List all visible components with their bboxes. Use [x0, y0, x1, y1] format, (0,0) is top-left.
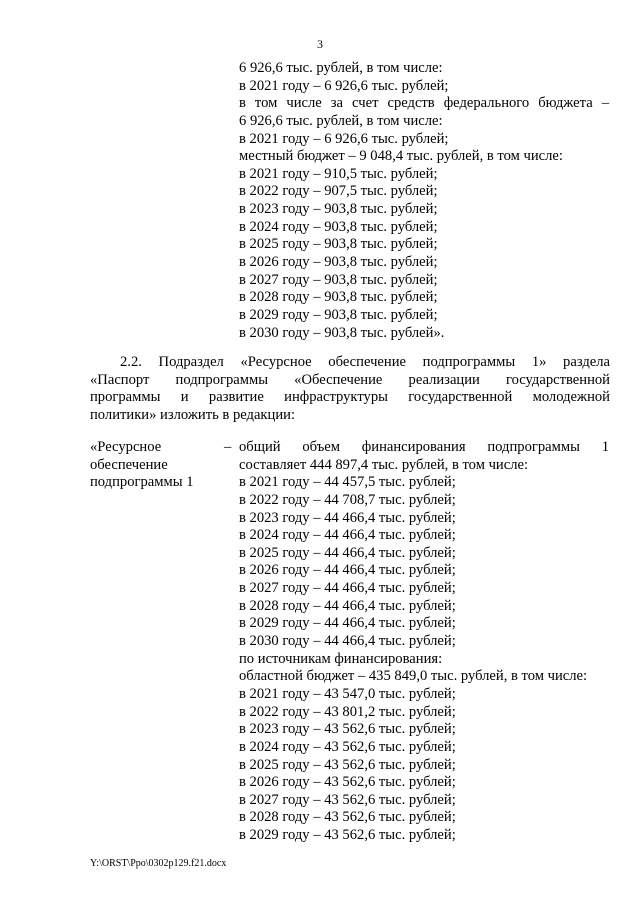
text-line: в 2022 году – 907,5 тыс. рублей;	[239, 183, 438, 200]
paragraph-line: политики» изложить в редакции:	[90, 406, 296, 423]
text-line: в 2023 году – 43 562,6 тыс. рублей;	[239, 721, 456, 738]
text-line: в 2029 году – 44 466,4 тыс. рублей;	[239, 615, 456, 632]
text-line: областной бюджет – 435 849,0 тыс. рублей, в том числе:	[239, 668, 588, 685]
label-line: подпрограммы 1	[90, 474, 194, 491]
amendment-paragraph	[90, 354, 610, 425]
text-line: в 2026 году – 44 466,4 тыс. рублей;	[239, 562, 456, 579]
text-line: в 2022 году – 44 708,7 тыс. рублей;	[239, 491, 456, 508]
text-line: в 2022 году – 43 801,2 тыс. рублей;	[239, 703, 456, 720]
text-line: в 2024 году – 44 466,4 тыс. рублей;	[239, 527, 456, 544]
paragraph-line: «Паспорт подпрограммы «Обеспечение реализации государственной	[90, 371, 610, 388]
file-path-footer: Y:\ORST\Ppo\0302p129.f21.docx	[90, 858, 227, 869]
text-line: в 2027 году – 44 466,4 тыс. рублей;	[239, 580, 456, 597]
text-line: общий объем финансирования подпрограммы 1	[239, 439, 609, 455]
text-line: в том числе за счет средств федерального бюджета –	[239, 95, 609, 112]
text-line: в 2025 году – 903,8 тыс. рублей;	[239, 236, 438, 253]
text-line: в 2023 году – 903,8 тыс. рублей;	[239, 201, 438, 218]
text-line: 6 926,6 тыс. рублей, в том числе:	[239, 112, 443, 129]
text-line: в 2025 году – 43 562,6 тыс. рублей;	[239, 756, 456, 773]
paragraph-line: программы и развитие инфраструктуры государственной молодежной	[90, 389, 610, 406]
paragraph-line: 2.2. Подраздел «Ресурсное обеспечение подпрограммы 1» раздела	[120, 354, 610, 370]
text-line: в 2028 году – 44 466,4 тыс. рублей;	[239, 597, 456, 614]
text-line: в 2023 году – 44 466,4 тыс. рублей;	[239, 509, 456, 526]
text-line: в 2027 году – 43 562,6 тыс. рублей;	[239, 791, 456, 808]
text-line: 6 926,6 тыс. рублей, в том числе:	[239, 60, 443, 76]
text-line: в 2029 году – 43 562,6 тыс. рублей;	[239, 827, 456, 844]
text-line: в 2030 году – 44 466,4 тыс. рублей;	[239, 633, 456, 650]
text-line: в 2021 году – 43 547,0 тыс. рублей;	[239, 685, 456, 702]
text-line: в 2030 году – 903,8 тыс. рублей».	[239, 324, 445, 341]
text-line: в 2024 году – 903,8 тыс. рублей;	[239, 218, 438, 235]
text-line: в 2029 году – 903,8 тыс. рублей;	[239, 306, 438, 323]
text-line: составляет 444 897,4 тыс. рублей, в том числе:	[239, 456, 529, 473]
text-line: в 2021 году – 910,5 тыс. рублей;	[239, 165, 438, 182]
text-line: в 2027 году – 903,8 тыс. рублей;	[239, 271, 438, 288]
text-line: в 2021 году – 6 926,6 тыс. рублей;	[239, 130, 449, 147]
funding-block-bottom	[239, 439, 609, 845]
label-line: обеспечение	[90, 456, 168, 473]
text-line: в 2021 году – 44 457,5 тыс. рублей;	[239, 474, 456, 491]
text-line: в 2021 году – 6 926,6 тыс. рублей;	[239, 77, 449, 94]
resource-label	[90, 439, 225, 492]
text-line: местный бюджет – 9 048,4 тыс. рублей, в том числе:	[239, 148, 563, 165]
text-line: в 2028 году – 903,8 тыс. рублей;	[239, 289, 438, 306]
text-line: в 2024 году – 43 562,6 тыс. рублей;	[239, 738, 456, 755]
text-line: в 2025 году – 44 466,4 тыс. рублей;	[239, 544, 456, 561]
text-line: в 2026 году – 903,8 тыс. рублей;	[239, 254, 438, 271]
page-number: 3	[317, 37, 323, 51]
label-dash: –	[224, 439, 232, 455]
text-line: в 2026 году – 43 562,6 тыс. рублей;	[239, 774, 456, 791]
funding-block-top	[239, 60, 609, 342]
label-line: «Ресурсное	[90, 439, 162, 455]
text-line: в 2028 году – 43 562,6 тыс. рублей;	[239, 809, 456, 826]
text-line: по источникам финансирования:	[239, 650, 443, 667]
